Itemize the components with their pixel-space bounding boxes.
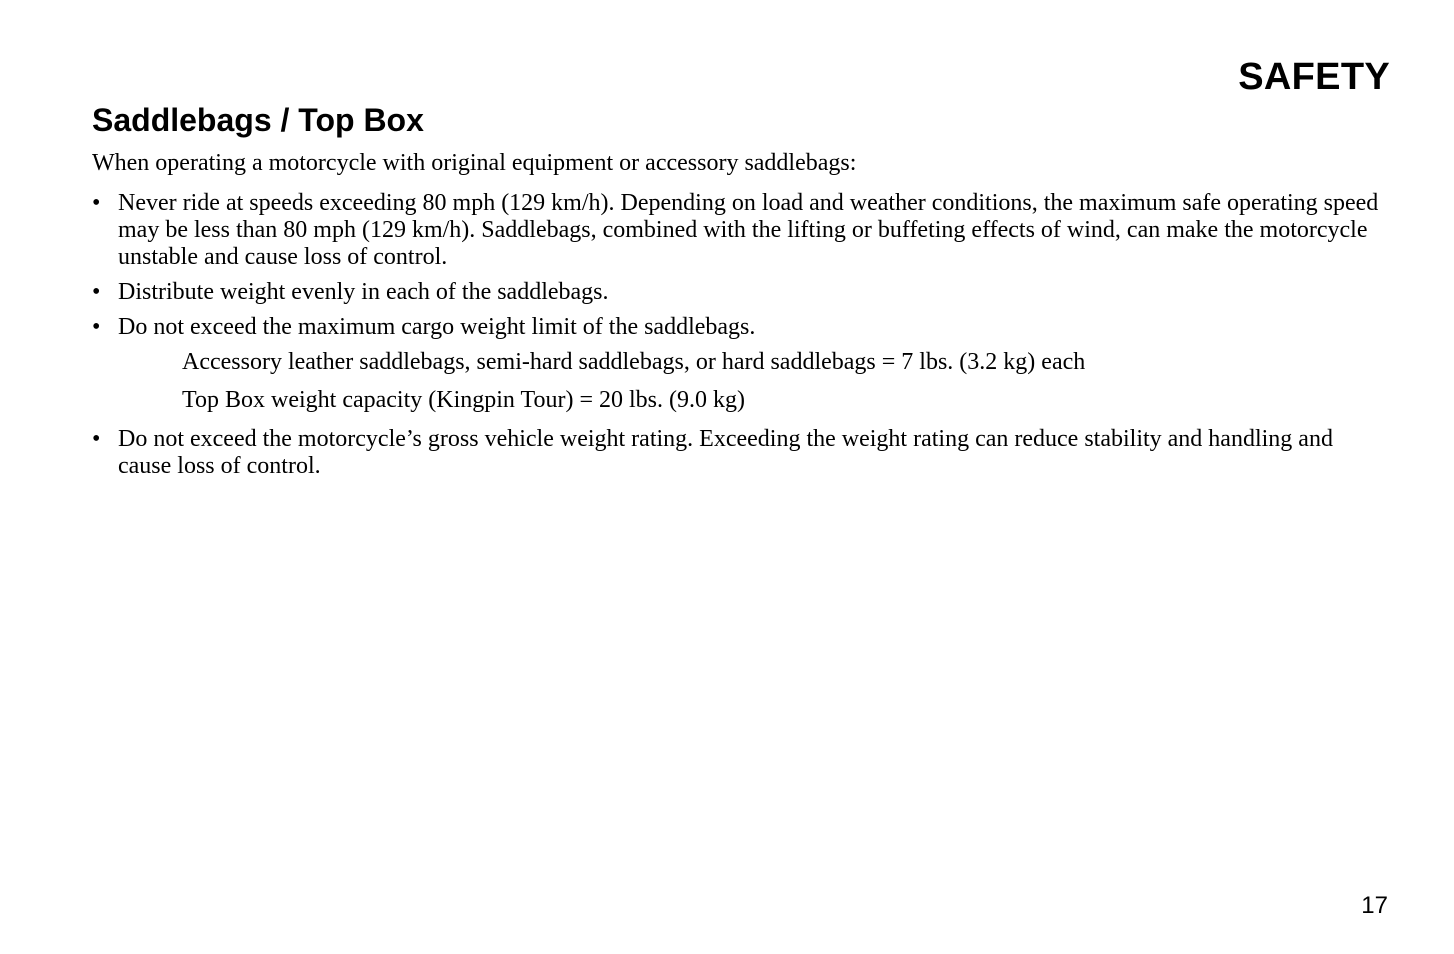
bullet-item-speed — [92, 190, 1392, 271]
bullet-item-cargo-limit — [92, 314, 1392, 414]
bullet-text: Distribute weight evenly in each of the saddlebags. — [118, 279, 609, 305]
page-content — [92, 100, 1392, 488]
bullet-item-gvwr — [92, 426, 1392, 480]
capacity-top-box: Top Box weight capacity (Kingpin Tour) = 20 lbs. (9.0 kg) — [182, 387, 745, 413]
intro-paragraph: When operating a motorcycle with original equipment or accessory saddlebags: — [92, 150, 857, 176]
bullet-item-distribute-weight — [92, 279, 1392, 306]
bullet-text: Do not exceed the maximum cargo weight limit of the saddlebags. — [118, 314, 756, 340]
capacity-list — [118, 349, 1392, 414]
page-heading: Saddlebags / Top Box — [92, 102, 424, 138]
bullet-icon: • — [92, 314, 101, 340]
bullet-icon: • — [92, 426, 101, 452]
bullet-text: Never ride at speeds exceeding 80 mph (129 km/h). Depending on load and weather conditions, the maximum safe operating speed may be less than 80 mph (129 km/h). Saddlebags, combined with the lifting or buffeting effects of wind, can make the motorcycle unstable and cause loss of control. — [118, 190, 1379, 270]
capacity-saddlebags: Accessory leather saddlebags, semi-hard saddlebags, or hard saddlebags = 7 lbs. (3.2 kg) each — [182, 349, 1086, 375]
section-title: SAFETY — [1238, 56, 1390, 98]
safety-bullet-list — [92, 190, 1392, 480]
page-number: 17 — [1361, 892, 1388, 919]
bullet-icon: • — [92, 190, 101, 216]
bullet-icon: • — [92, 279, 101, 305]
bullet-text: Do not exceed the motorcycle’s gross vehicle weight rating. Exceeding the weight rating can reduce stability and handling and cause loss of control. — [118, 426, 1333, 479]
